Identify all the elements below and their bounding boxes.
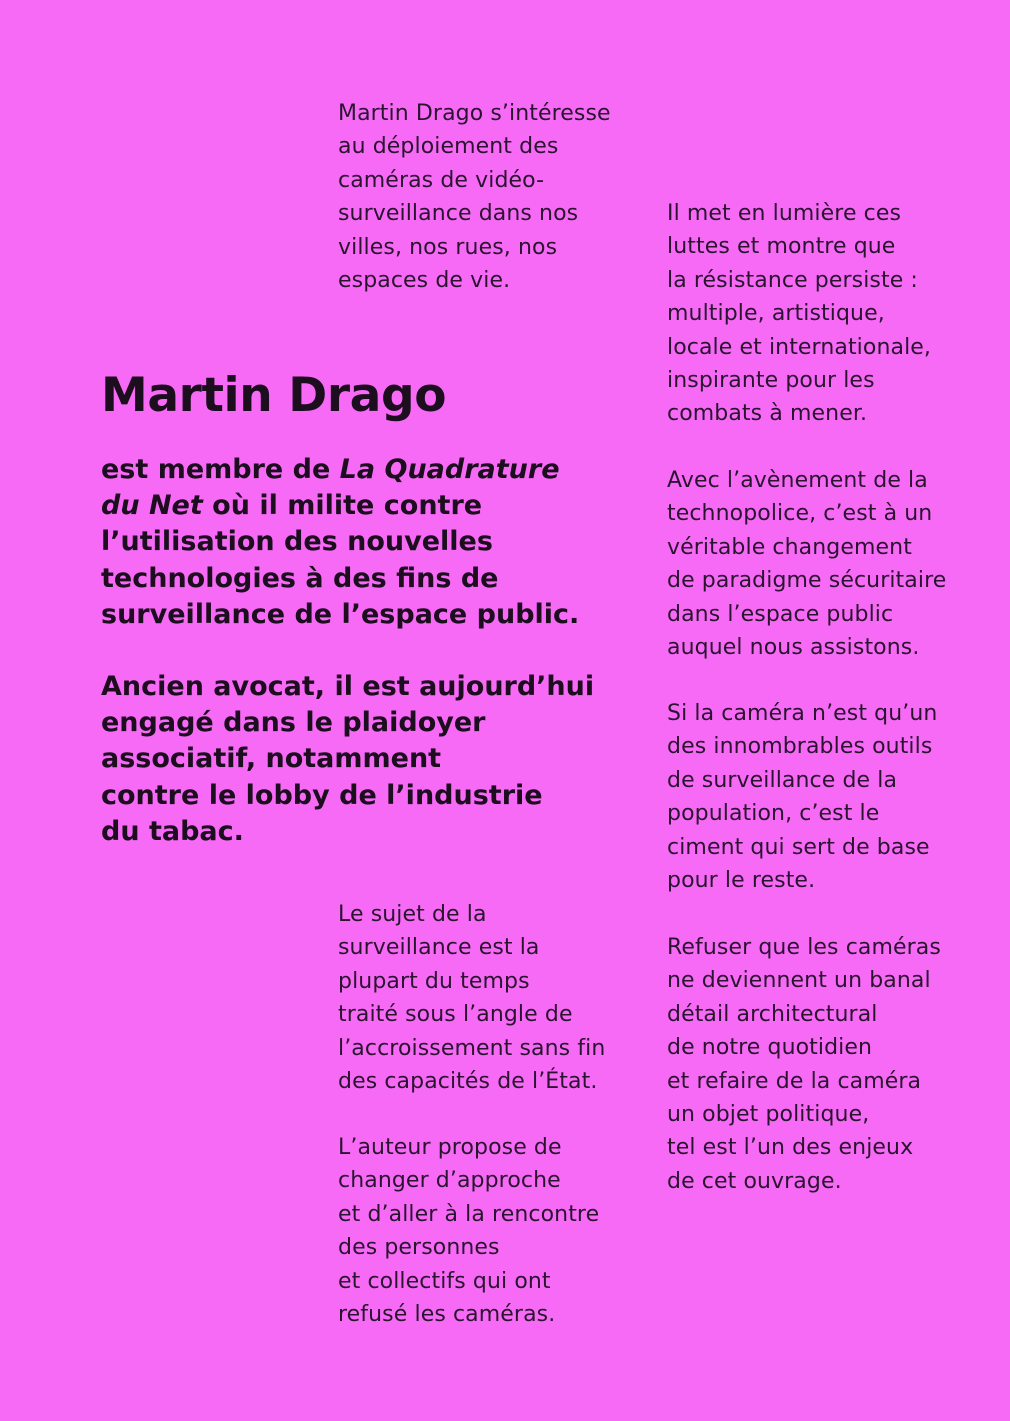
bio-line: du tabac. <box>101 815 244 847</box>
author-bio-paragraph <box>101 452 579 633</box>
bio-line <box>101 488 579 524</box>
text-line: population, c’est le <box>667 801 880 827</box>
text-line: changer d’approche <box>338 1168 561 1194</box>
text-line: combats à mener. <box>667 401 868 427</box>
intro-line: caméras de vidéo- <box>338 167 545 193</box>
intro-line: au déploiement des <box>338 134 559 160</box>
bio-text: où il milite contre <box>202 490 483 522</box>
text-line: luttes et montre que <box>667 234 896 260</box>
intro-line: espaces de vie. <box>338 268 511 294</box>
text-line: ne deviennent un banal <box>667 968 931 994</box>
organization-name: La Quadrature <box>339 454 560 485</box>
text-line: traité sous l’angle de <box>338 1002 573 1028</box>
bio-line <box>101 452 579 488</box>
intro-line: surveillance dans nos <box>338 201 579 227</box>
text-line: Avec l’avènement de la <box>667 468 928 493</box>
author-career-paragraph <box>101 669 594 850</box>
text-line: Refuser que les caméras <box>667 935 941 960</box>
bio-line: associatif, notamment <box>101 743 442 775</box>
text-line: et collectifs qui ont <box>338 1268 551 1294</box>
refuse-cameras-paragraph <box>667 931 941 1198</box>
approach-paragraph <box>338 1131 599 1331</box>
camera-tools-paragraph <box>667 697 937 897</box>
text-line: la résistance persiste : <box>667 267 918 293</box>
text-line: un objet politique, <box>667 1102 870 1128</box>
intro-line: villes, nos rues, nos <box>338 234 558 260</box>
technopolice-paragraph <box>667 464 946 664</box>
intro-line: Martin Drago s’intéresse <box>338 101 611 126</box>
text-line: de notre quotidien <box>667 1035 873 1061</box>
text-line: de paradigme sécuritaire <box>667 568 947 594</box>
text-line: véritable changement <box>667 534 912 560</box>
text-line: technopolice, c’est à un <box>667 501 933 527</box>
text-line: plupart du temps <box>338 968 530 994</box>
bio-line: surveillance de l’espace public. <box>101 598 580 630</box>
text-line: de cet ouvrage. <box>667 1168 842 1194</box>
struggles-paragraph <box>667 197 931 431</box>
text-line: Le sujet de la <box>338 902 487 927</box>
text-line: l’accroissement sans fin <box>338 1035 606 1061</box>
text-line: inspirante pour les <box>667 368 875 394</box>
intro-paragraph <box>338 97 611 297</box>
text-line: des personnes <box>338 1235 500 1261</box>
text-line: dans l’espace public <box>667 601 894 627</box>
author-name-heading: Martin Drago <box>101 368 447 423</box>
text-line: Il met en lumière ces <box>667 201 902 226</box>
bio-line: contre le lobby de l’industrie <box>101 779 543 811</box>
text-line: surveillance est la <box>338 935 540 961</box>
text-line: pour le reste. <box>667 868 816 894</box>
bio-line: technologies à des fins de <box>101 562 499 594</box>
text-line: des capacités de l’État. <box>338 1069 598 1095</box>
text-line: détail architectural <box>667 1001 878 1027</box>
text-line: refusé les caméras. <box>338 1302 556 1328</box>
text-line: et refaire de la caméra <box>667 1068 922 1094</box>
text-line: Si la caméra n’est qu’un <box>667 701 938 726</box>
subject-paragraph <box>338 898 605 1098</box>
text-line: tel est l’un des enjeux <box>667 1135 914 1161</box>
text-line: ciment qui sert de base <box>667 834 930 860</box>
bio-line: engagé dans le plaidoyer <box>101 707 486 739</box>
bio-line: l’utilisation des nouvelles <box>101 526 493 558</box>
text-line: multiple, artistique, <box>667 301 885 327</box>
text-line: L’auteur propose de <box>338 1135 562 1160</box>
text-line: et d’aller à la rencontre <box>338 1201 600 1227</box>
bio-line: Ancien avocat, il est aujourd’hui <box>101 671 595 702</box>
organization-name: du Net <box>101 490 203 522</box>
text-line: locale et internationale, <box>667 334 932 360</box>
text-line: des innombrables outils <box>667 734 933 760</box>
text-line: de surveillance de la <box>667 767 898 793</box>
text-line: auquel nous assistons. <box>667 635 920 661</box>
bio-text: est membre de <box>101 454 340 485</box>
